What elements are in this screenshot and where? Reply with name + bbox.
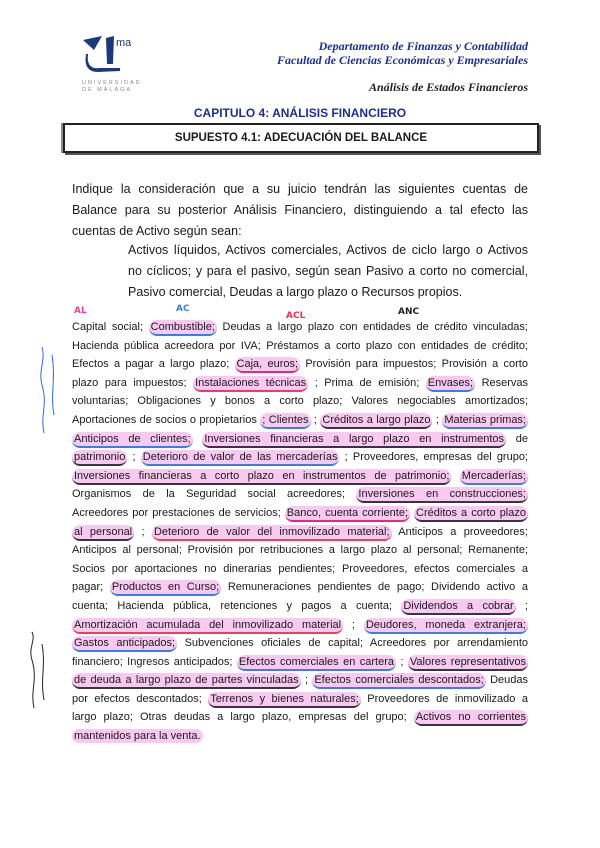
accounts-line — [72, 523, 528, 542]
account-text: Deudas a largo plazo con entidades de crédito vinculadas; — [222, 321, 528, 333]
account-text: Organismos de la Seguridad social acreedores; — [72, 488, 357, 501]
account-text: Hacienda pública acreedora por IVA; Préstamos a corto plazo con entidades de crédito; — [72, 339, 528, 352]
highlighted-account: Deterioro de valor del inmovilizado material; — [152, 525, 392, 541]
account-text: ; — [313, 413, 321, 426]
highlighted-account: Caja, euros; — [235, 357, 301, 373]
accounts-line — [72, 727, 528, 746]
annotation-acl: ACL — [286, 311, 306, 321]
highlighted-account: Efectos comerciales descontados; — [312, 673, 485, 689]
accounts-line — [72, 485, 528, 504]
account-text: ; — [351, 618, 364, 631]
accounts-line — [72, 708, 528, 727]
account-text: Acreedores por prestaciones de servicios; — [72, 506, 285, 519]
highlighted-account: Materias primas; — [442, 413, 528, 429]
chapter-title: CAPITULO 4: ANÁLISIS FINANCIERO — [193, 106, 407, 120]
highlighted-account: Terrenos y bienes naturales; — [208, 692, 361, 708]
account-text: financiero; Ingresos anticipados; — [72, 655, 237, 668]
highlighted-account: Productos en Curso; — [110, 580, 221, 596]
accounts-line — [72, 671, 528, 690]
account-text: Efectos a pagar a largo plazo; — [72, 358, 235, 371]
intro-paragraph: Indique la consideración que a su juicio tendrán las siguientes cuentas de Balance para su posterior Análisis Financiero, distinguiendo a tal efecto las cuentas de Activo según sean: — [72, 182, 528, 238]
account-text: Proveedores de inmovilizado a — [367, 692, 529, 705]
account-text: Capital social; — [72, 321, 149, 333]
annotation-ac: AC — [176, 304, 190, 314]
account-text: plazo para impuestos; — [72, 376, 194, 389]
highlighted-account: Envases; — [426, 376, 475, 392]
account-text: cuenta; Hacienda pública, retenciones y pagos a cuenta; — [72, 599, 402, 612]
logo-text: ma — [116, 37, 132, 49]
highlighted-account: al personal — [72, 525, 134, 541]
account-text: por efectos descontados; — [72, 692, 209, 705]
account-text: ; — [304, 674, 313, 687]
highlighted-account: Deterioro de valor de las mercaderías — [141, 450, 340, 466]
account-text: ; — [400, 655, 408, 668]
highlighted-account: Valores representativos — [408, 655, 528, 671]
faculty-name: Facultad de Ciencias Económicas y Empresariales — [277, 53, 528, 67]
account-text: Provisión para impuestos; Provisión a corto — [305, 358, 528, 371]
annotation-al: AL — [74, 306, 87, 316]
highlighted-account: de deuda a largo plazo de partes vinculadas — [72, 673, 301, 689]
accounts-line — [72, 337, 528, 356]
account-text: ; — [141, 525, 152, 538]
account-text: Subvenciones oficiales de capital; Acreedores por arrendamiento — [184, 637, 528, 650]
accounts-line — [72, 560, 528, 579]
highlighted-account: Dividendos a cobrar — [401, 599, 515, 615]
highlighted-account: mantenidos para la venta. — [74, 730, 201, 743]
highlighted-account: Activos no corrientes — [414, 710, 528, 726]
exercise-title: SUPUESTO 4.1: ADECUACIÓN DEL BALANCE — [174, 132, 428, 144]
account-text: Socios por aportaciones no dinerarias pendientes; Proveedores, efectos comerciales a — [72, 562, 528, 575]
accounts-line — [72, 578, 528, 597]
highlighted-account: ; Clientes — [260, 413, 310, 429]
account-text: Anticipos al personal; Provisión por retribuciones a largo plazo al personal; Remanente; — [72, 544, 528, 557]
handwritten-note-icon — [26, 630, 52, 710]
accounts-line — [72, 634, 528, 653]
account-text: de — [515, 432, 528, 445]
account-text: ; — [435, 413, 443, 426]
account-text: Reservas — [481, 376, 529, 389]
account-text: largo plazo; Otras deudas a largo plazo, empresas del grupo; — [72, 711, 414, 724]
highlighted-account: Inversiones en construcciones; — [356, 487, 528, 503]
account-text: ; — [132, 451, 141, 464]
department-name: Departamento de Finanzas y Contabilidad — [318, 39, 528, 53]
account-text: Deudas — [490, 674, 529, 687]
highlighted-account: Banco, cuenta corriente; — [285, 506, 410, 522]
highlighted-account: Deudores, moneda extranjera; — [364, 618, 528, 634]
highlighted-account: patrimonio — [72, 450, 127, 466]
highlighted-account: Combustible; — [149, 320, 217, 336]
categories-line: Activos líquidos, Activos comerciales, Activos de ciclo largo o Activos — [128, 243, 528, 257]
accounts-line — [72, 318, 528, 337]
highlighted-account: Inversiones financieras a corto plazo en instrumentos de patrimonio; — [72, 469, 451, 485]
logo-mark-icon — [80, 34, 150, 84]
logo-subtitle-line: DE MÁLAGA — [82, 87, 133, 93]
accounts-line — [72, 597, 528, 616]
account-text: Anticipos a proveedores; — [398, 525, 528, 538]
institution-header — [277, 39, 528, 67]
account-text: Aportaciones de socios o propietarios — [72, 413, 257, 426]
highlighted-account: Gastos anticipados; — [72, 636, 177, 652]
account-text: voluntarias; Obligaciones y bonos a corto plazo; Valores negociables amortizados; — [72, 395, 528, 408]
accounts-line — [72, 392, 528, 411]
categories-paragraph — [128, 240, 528, 303]
highlighted-account: Mercaderías; — [460, 469, 528, 485]
account-text: ; Prima de emisión; — [314, 376, 426, 389]
categories-line: Pasivo comercial, Deudas a largo plazo o Recursos propios. — [128, 285, 463, 299]
accounts-line — [72, 616, 528, 635]
accounts-line — [72, 467, 528, 486]
highlighted-account: Amortización acumulada del inmovilizado material — [72, 618, 343, 634]
logo-subtitle-line: UNIVERSIDAD — [82, 80, 142, 86]
accounts-line — [72, 430, 528, 449]
categories-line: no cíclicos; y para el pasivo, según sean Pasivo a corto no comercial, — [128, 264, 528, 278]
course-name: Análisis de Estados Financieros — [368, 80, 528, 94]
account-text: ; — [524, 599, 528, 612]
highlighted-account: Créditos a largo plazo — [320, 413, 432, 429]
accounts-line — [72, 653, 528, 672]
highlighted-account: Inversiones financieras a largo plazo en instrumentos — [202, 432, 506, 448]
handwritten-note-icon — [36, 345, 62, 435]
accounts-line — [72, 541, 528, 560]
annotation-anc: ANC — [398, 307, 420, 317]
highlighted-account: Anticipos de clientes; — [72, 432, 193, 448]
exercise-title-box — [63, 123, 539, 153]
accounts-line — [72, 374, 528, 393]
highlighted-account: Créditos a corto plazo — [414, 506, 528, 522]
accounts-line — [72, 504, 528, 523]
account-text: Remuneraciones pendientes de pago; Dividendo activo a — [227, 581, 529, 594]
accounts-list — [72, 318, 528, 746]
accounts-line — [72, 411, 528, 430]
logo-subtitle — [82, 80, 142, 94]
accounts-line — [72, 448, 528, 467]
accounts-line — [72, 355, 528, 374]
accounts-line — [72, 690, 528, 709]
highlighted-account: Instalaciones técnicas — [193, 376, 308, 392]
account-text: ; Proveedores, empresas del grupo; — [344, 451, 529, 464]
highlighted-account: Efectos comerciales en cartera — [237, 655, 396, 671]
account-text: pagar; — [72, 581, 110, 594]
